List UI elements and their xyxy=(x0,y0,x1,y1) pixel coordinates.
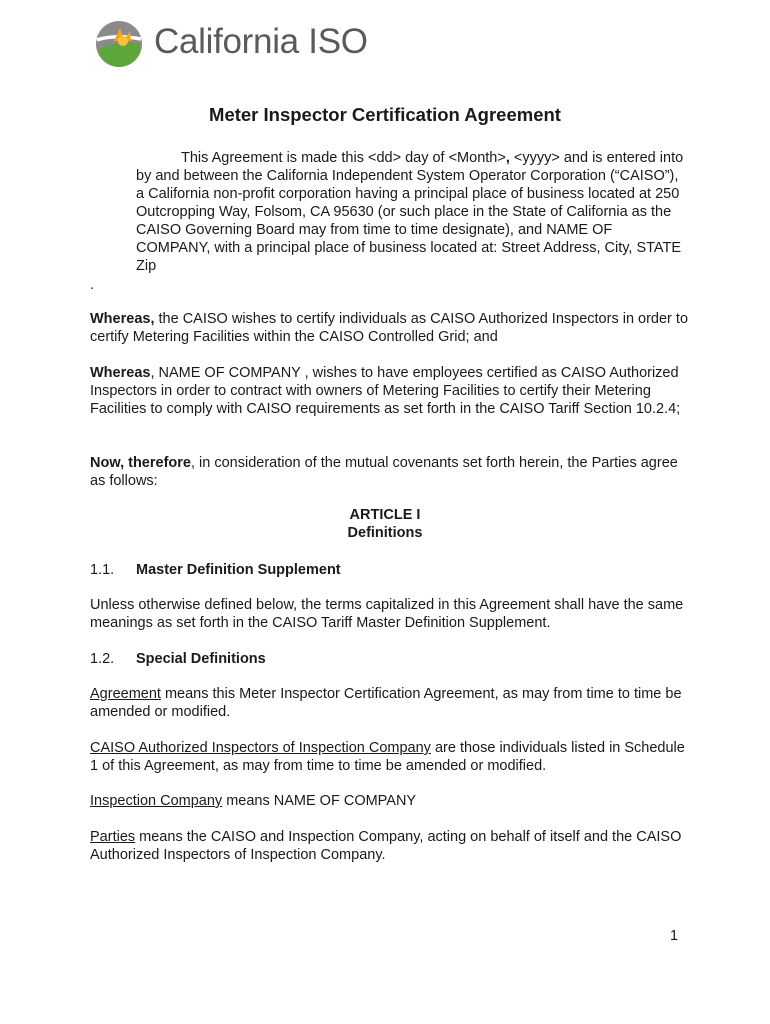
article-heading: ARTICLE I xyxy=(349,507,421,523)
stray-dot: . xyxy=(90,277,95,293)
sun-globe-icon xyxy=(94,19,144,69)
definition-parties: Parties means the CAISO and Inspection Company, acting on behalf of itself and the CAISO Authorized Inspectors of Inspection Company. xyxy=(90,829,682,863)
section-1-2-number: 1.2. xyxy=(90,651,115,667)
section-1-1-heading: Master Definition Supplement xyxy=(136,562,341,578)
document-title: Meter Inspector Certification Agreement xyxy=(209,104,561,125)
definition-agreement: Agreement means this Meter Inspector Certification Agreement, as may from time to time be amended or modified. xyxy=(90,686,682,720)
therefore-paragraph: Now, therefore, in consideration of the mutual covenants set forth herein, the Parties agree as follows: xyxy=(90,455,678,489)
page-number: 1 xyxy=(670,928,679,944)
whereas-paragraph-1: Whereas, the CAISO wishes to certify individuals as CAISO Authorized Inspectors in order to certify Metering Facilities within the CAISO Controlled Grid; and xyxy=(90,311,689,345)
definition-inspection-company: Inspection Company means NAME OF COMPANY xyxy=(90,793,417,809)
section-1-2-heading: Special Definitions xyxy=(136,651,266,667)
article-subheading: Definitions xyxy=(347,525,423,541)
definition-authorized-inspectors: CAISO Authorized Inspectors of Inspection Company are those individuals listed in Schedule 1 of this Agreement, as may from time to time be amended or modified. xyxy=(90,740,685,774)
whereas-paragraph-2: Whereas, NAME OF COMPANY , wishes to have employees certified as CAISO Authorized Inspectors in order to contract with owners of Metering Facilities to certify their Metering Facilities to comply with CAISO requirements as set forth in the CAISO Tariff Section 10.2.4; xyxy=(90,365,681,417)
section-1-1-body: Unless otherwise defined below, the terms capitalized in this Agreement shall have the same meanings as set forth in the CAISO Tariff Master Definition Supplement. xyxy=(90,597,684,631)
section-1-1-number: 1.1. xyxy=(90,562,115,578)
intro-paragraph: This Agreement is made this <dd> day of <Month>, <yyyy> and is entered into by and between the California Independent System Operator Corporation (“CAISO”), a California non-profit corporation having a principal place of business located at 250 Outcropping Way, Folsom, CA 95630 (or such place in the State of California as the CAISO Governing Board may from time to time designate), and NAME OF COMPANY, with a principal place of business located at: Street Address, City, STATE Zip xyxy=(136,150,684,274)
logo-text: California ISO xyxy=(154,22,368,61)
